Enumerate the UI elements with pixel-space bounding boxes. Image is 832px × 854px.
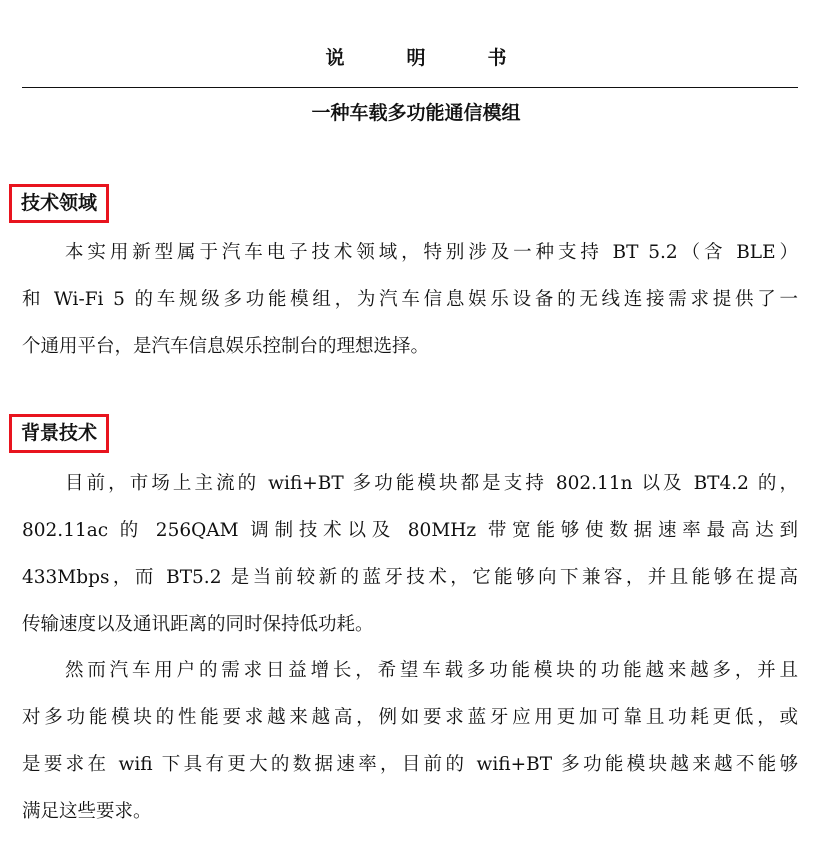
- paragraph-line: 目前，市场上主流的 wifi+BT 多功能模块都是支持 802.11n 以及 BT4.2 的，: [65, 473, 798, 494]
- paragraph-background-1: [22, 460, 798, 648]
- section-heading-technical-field: 技术领域: [9, 184, 109, 223]
- paragraph-line: 433Mbps，而 BT5.2 是当前较新的蓝牙技术，它能够向下兼容，并且能够在提高: [22, 567, 798, 588]
- paragraph-line: 802.11ac 的 256QAM 调制技术以及 80MHz 带宽能够使数据速率最高达到: [22, 520, 798, 541]
- paragraph-line: 是要求在 wifi 下具有更大的数据速率，目前的 wifi+BT 多功能模块越来越不能够: [22, 754, 798, 775]
- document-subtitle: 一种车载多功能通信模组: [311, 102, 521, 124]
- paragraph-background-2: [22, 647, 798, 835]
- paragraph-line: 对多功能模块的性能要求越来越高，例如要求蓝牙应用更加可靠且功耗更低，或: [22, 707, 798, 728]
- section-heading-background-art: 背景技术: [9, 414, 109, 453]
- paragraph-line: 和 Wi-Fi 5 的车规级多功能模组，为汽车信息娱乐设备的无线连接需求提供了一: [22, 289, 798, 310]
- title-divider: [22, 87, 798, 88]
- paragraph-line: 满足这些要求。: [22, 801, 152, 822]
- document-title: 说明书: [325, 47, 569, 69]
- paragraph-line: 传输速度以及通讯距离的同时保持低功耗。: [22, 614, 374, 635]
- paragraph-technical-field: [22, 229, 798, 370]
- paragraph-line: 个通用平台，是汽车信息娱乐控制台的理想选择。: [22, 336, 430, 357]
- paragraph-line: 本实用新型属于汽车电子技术领域，特别涉及一种支持 BT 5.2（含 BLE）: [65, 242, 798, 263]
- paragraph-line: 然而汽车用户的需求日益增长，希望车载多功能模块的功能越来越多，并且: [65, 660, 798, 681]
